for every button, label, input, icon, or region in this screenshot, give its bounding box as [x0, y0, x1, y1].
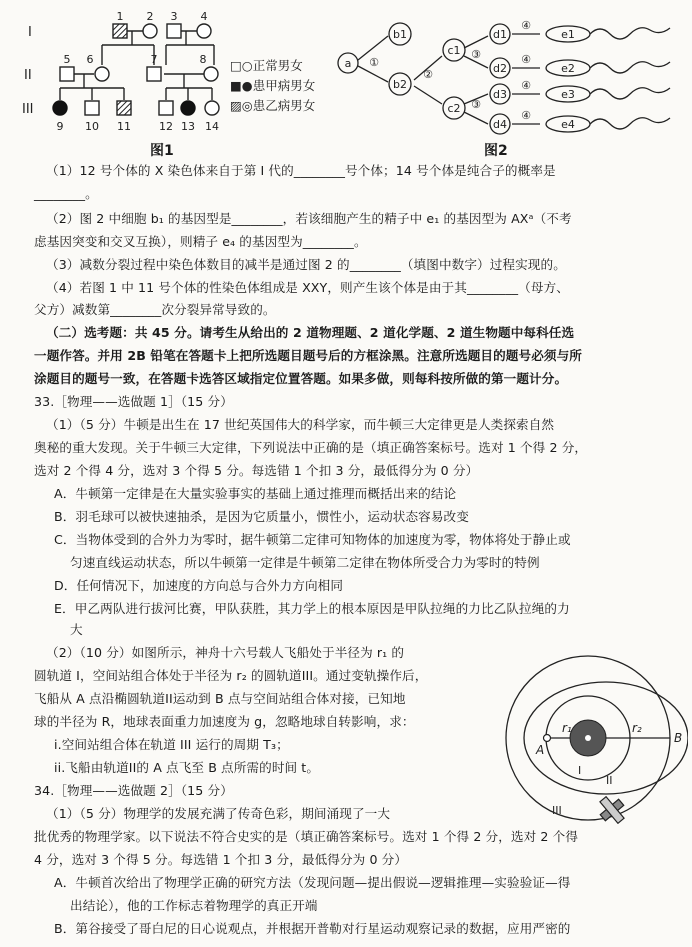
svg-text:3: 3 — [170, 10, 178, 23]
q33-option-e2: 大 — [70, 622, 83, 637]
svg-text:d3: d3 — [493, 88, 507, 101]
svg-text:e3: e3 — [561, 88, 575, 101]
q33-2-line1: （2）（10 分）如图所示，神舟十六号载人飞船处于半径为 r₁ 的 — [46, 645, 405, 660]
svg-text:e1: e1 — [561, 28, 575, 41]
pedigree-figure — [14, 4, 344, 144]
svg-text:e4: e4 — [561, 118, 575, 131]
label-A: A — [536, 743, 545, 757]
q33-1-line3: 选对 2 个得 4 分，选对 3 个得 5 分。每选错 1 个扣 3 分，最低得分为 0 分） — [34, 463, 479, 478]
q33-2-line2: 圆轨道 I，空间站组合体处于半径为 r₂ 的圆轨道III。通过变轨操作后， — [34, 668, 428, 683]
legend-disease-b: ▨◎患乙病男女 — [230, 98, 316, 113]
q33-option-d: D．任何情况下，加速度的方向总与合外力方向相同 — [54, 578, 344, 593]
svg-text:b1: b1 — [393, 28, 407, 41]
svg-text:a: a — [344, 57, 352, 70]
label-B: B — [674, 731, 683, 745]
svg-text:④: ④ — [521, 79, 531, 92]
meiosis-figure — [336, 4, 682, 144]
q33-1-line1: （1）（5 分）牛顿是出生在 17 世纪英国伟大的科学家，而牛顿三大定律更是人类探索自然 — [46, 417, 555, 432]
q33-1-line2: 奥秘的重大发现。关于牛顿三大定律，下列说法中正确的是（填正确答案标号。选对 1 个得 2 分， — [34, 440, 588, 455]
section2-line1: （二）选考题：共 45 分。请考生从给出的 2 道物理题、2 道化学题、2 道生物题中每科任选 — [46, 325, 575, 340]
q34-1-line1: （1）（5 分）物理学的发展充满了传奇色彩，期间涌现了一大 — [46, 806, 391, 821]
label-orbit-III: III — [552, 804, 562, 817]
svg-text:13: 13 — [181, 120, 195, 133]
svg-text:5: 5 — [63, 53, 71, 66]
svg-text:①: ① — [369, 56, 379, 69]
svg-text:d1: d1 — [493, 28, 507, 41]
legend-normal: □○正常男女 — [230, 58, 303, 73]
svg-text:d2: d2 — [493, 62, 507, 75]
svg-text:c2: c2 — [447, 102, 461, 115]
q1-line2: ________。 — [34, 186, 98, 201]
svg-text:6: 6 — [86, 53, 94, 66]
legend-disease-a: ■●患甲病男女 — [230, 78, 316, 93]
q1-line1: （1）12 号个体的 X 染色体来自于第 I 代的________号个体；14 号个体是纯合子的概率是 — [46, 163, 556, 178]
q33-option-a: A．牛顿第一定律是在大量实验事实的基础上通过推理而概括出来的结论 — [54, 486, 457, 501]
svg-text:9: 9 — [56, 120, 64, 133]
q2-line2: 虑基因突变和交叉互换），则精子 e₄ 的基因型为________。 — [34, 234, 367, 249]
q34-1-line3: 4 分，选对 3 个得 5 分。每选错 1 个扣 3 分，最低得分为 0 分） — [34, 852, 408, 867]
svg-text:b2: b2 — [393, 78, 407, 91]
section2-line3: 涂题目的题号一致，在答题卡选答区域指定位置答题。如果多做，则每科按所做的第一题计分。 — [34, 371, 568, 386]
q33-2-sub-i: i.空间站组合体在轨道 III 运行的周期 T₃； — [54, 737, 289, 752]
svg-text:④: ④ — [521, 53, 531, 66]
q3-line: （3）减数分裂过程中染色体数目的减半是通过图 2 的________（填图中数字）过程实现的。 — [46, 257, 566, 272]
q34-option-b1: B．第谷接受了哥白尼的日心说观点，并根据开普勒对行星运动观察记录的数据，应用严密的 — [54, 921, 571, 936]
svg-text:8: 8 — [199, 53, 207, 66]
q33-option-b: B．羽毛球可以被快速抽杀，是因为它质量小，惯性小，运动状态容易改变 — [54, 509, 469, 524]
q34-title: 34.［物理——选做题 2］（15 分） — [34, 783, 233, 798]
svg-text:10: 10 — [85, 120, 99, 133]
gen-label-2: II — [24, 68, 32, 83]
q2-line1: （2）图 2 中细胞 b₁ 的基因型是________，若该细胞产生的精子中 e₁ 的基因型为 AXᵃ（不考 — [46, 211, 572, 226]
section2-line2: 一题作答。并用 2B 铅笔在答题卡上把所选题目题号后的方框涂黑。注意所选题目的题号必须与所 — [34, 348, 582, 363]
orbit-figure — [492, 634, 688, 824]
svg-text:c1: c1 — [447, 44, 461, 57]
svg-text:4: 4 — [200, 10, 208, 23]
q33-title: 33.［物理——选做题 1］（15 分） — [34, 394, 233, 409]
q33-2-sub-ii: ii.飞船由轨道II的 A 点飞至 B 点所需的时间 t。 — [54, 760, 320, 775]
q33-option-c2: 匀速直线运动状态，所以牛顿第一定律是牛顿第二定律在物体所受合力为零时的特例 — [70, 555, 540, 570]
svg-text:d4: d4 — [493, 118, 507, 131]
svg-text:④: ④ — [521, 109, 531, 122]
q33-2-line4: 球的半径为 R，地球表面重力加速度为 g，忽略地球自转影响，求： — [34, 714, 415, 729]
q33-option-c1: C．当物体受到的合外力为零时，据牛顿第二定律可知物体的加速度为零，物体将处于静止或 — [54, 532, 571, 547]
svg-text:③: ③ — [471, 98, 481, 111]
q4-line1: （4）若图 1 中 11 号个体的性染色体组成是 XXY，则产生该个体是由于其________（母方、 — [46, 280, 569, 295]
svg-text:12: 12 — [159, 120, 173, 133]
svg-text:②: ② — [423, 68, 433, 81]
svg-text:④: ④ — [521, 19, 531, 32]
svg-text:1: 1 — [116, 10, 124, 23]
q33-option-e1: E．甲乙两队进行拔河比赛，甲队获胜，其力学上的根本原因是甲队拉绳的力比乙队拉绳的力 — [54, 601, 570, 616]
svg-text:e2: e2 — [561, 62, 575, 75]
figure1-caption: 图1 — [150, 143, 174, 159]
svg-text:11: 11 — [117, 120, 131, 133]
q34-1-line2: 批优秀的物理学家。以下说法不符合史实的是（填正确答案标号。选对 1 个得 2 分，选对 2 个得 — [34, 829, 579, 844]
svg-text:7: 7 — [150, 53, 158, 66]
label-orbit-I: I — [578, 764, 582, 777]
svg-text:③: ③ — [471, 48, 481, 61]
svg-text:2: 2 — [146, 10, 154, 23]
q34-option-a2: 出结论），他的工作标志着物理学的真正开端 — [70, 898, 318, 913]
q34-option-a1: A．牛顿首次给出了物理学正确的研究方法（发现问题—提出假说—逻辑推理—实验验证—得 — [54, 875, 571, 890]
q33-2-line3: 飞船从 A 点沿椭圆轨道II运动到 B 点与空间站组合体对接，已知地 — [34, 691, 406, 706]
label-orbit-II: II — [606, 774, 613, 787]
svg-text:14: 14 — [205, 120, 219, 133]
label-r1: r₁ — [562, 721, 572, 735]
q4-line2: 父方）减数第________次分裂异常导致的。 — [34, 302, 276, 317]
gen-label-1: I — [28, 25, 32, 40]
label-r2: r₂ — [632, 721, 642, 735]
figure2-caption: 图2 — [484, 143, 508, 159]
gen-label-3: III — [22, 102, 34, 117]
